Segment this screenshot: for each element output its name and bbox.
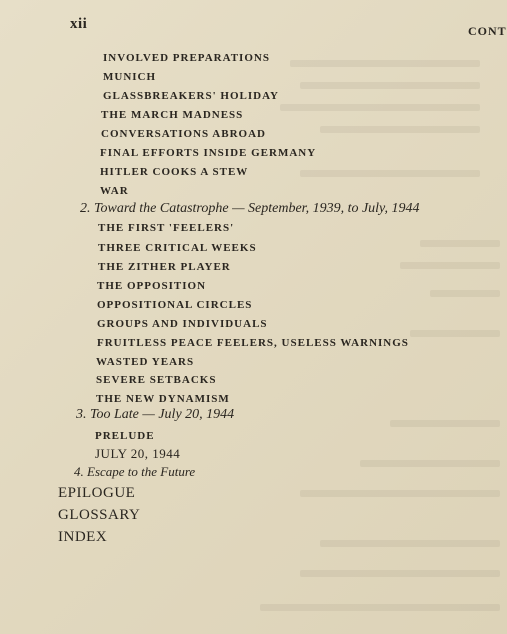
back-matter-entry: GLOSSARY: [58, 507, 141, 523]
toc-entry: WASTED YEARS: [96, 356, 195, 368]
running-head: CONT: [468, 24, 507, 38]
chapter-heading: 3. Too Late — July 20, 1944: [76, 407, 235, 422]
toc-entry: THE MARCH MADNESS: [101, 109, 244, 121]
back-matter-entry: INDEX: [58, 529, 108, 545]
toc-entry: WAR: [100, 185, 129, 197]
toc-entry: GROUPS AND INDIVIDUALS: [97, 318, 268, 330]
toc-entry: THE ZITHER PLAYER: [98, 261, 231, 273]
toc-entry: HITLER COOKS A STEW: [100, 166, 249, 178]
toc-entry: THREE CRITICAL WEEKS: [98, 242, 257, 254]
toc-entry: CONVERSATIONS ABROAD: [101, 128, 266, 140]
toc-entry: FRUITLESS PEACE FEELERS, USELESS WARNINGS: [97, 337, 409, 349]
toc-entry: THE OPPOSITION: [97, 280, 207, 292]
toc-entry: PRELUDE: [95, 430, 155, 442]
chapter-heading: 2. Toward the Catastrophe — September, 1939, to July, 1944: [80, 201, 420, 216]
chapter-heading: 4. Escape to the Future: [74, 464, 196, 479]
toc-entry: SEVERE SETBACKS: [96, 374, 217, 386]
toc-entry: OPPOSITIONAL CIRCLES: [97, 299, 253, 311]
toc-entry: GLASSBREAKERS' HOLIDAY: [103, 90, 279, 102]
toc-entry: FINAL EFFORTS INSIDE GERMANY: [100, 147, 317, 159]
toc-entry: THE FIRST 'FEELERS': [98, 222, 235, 234]
page-number: xii: [70, 16, 88, 32]
toc-entry: JULY 20, 1944: [95, 446, 181, 461]
back-matter-entry: EPILOGUE: [58, 485, 136, 501]
toc-entry: INVOLVED PREPARATIONS: [103, 52, 270, 64]
toc-entry: MUNICH: [103, 71, 157, 83]
toc-entry: THE NEW DYNAMISM: [96, 393, 230, 405]
